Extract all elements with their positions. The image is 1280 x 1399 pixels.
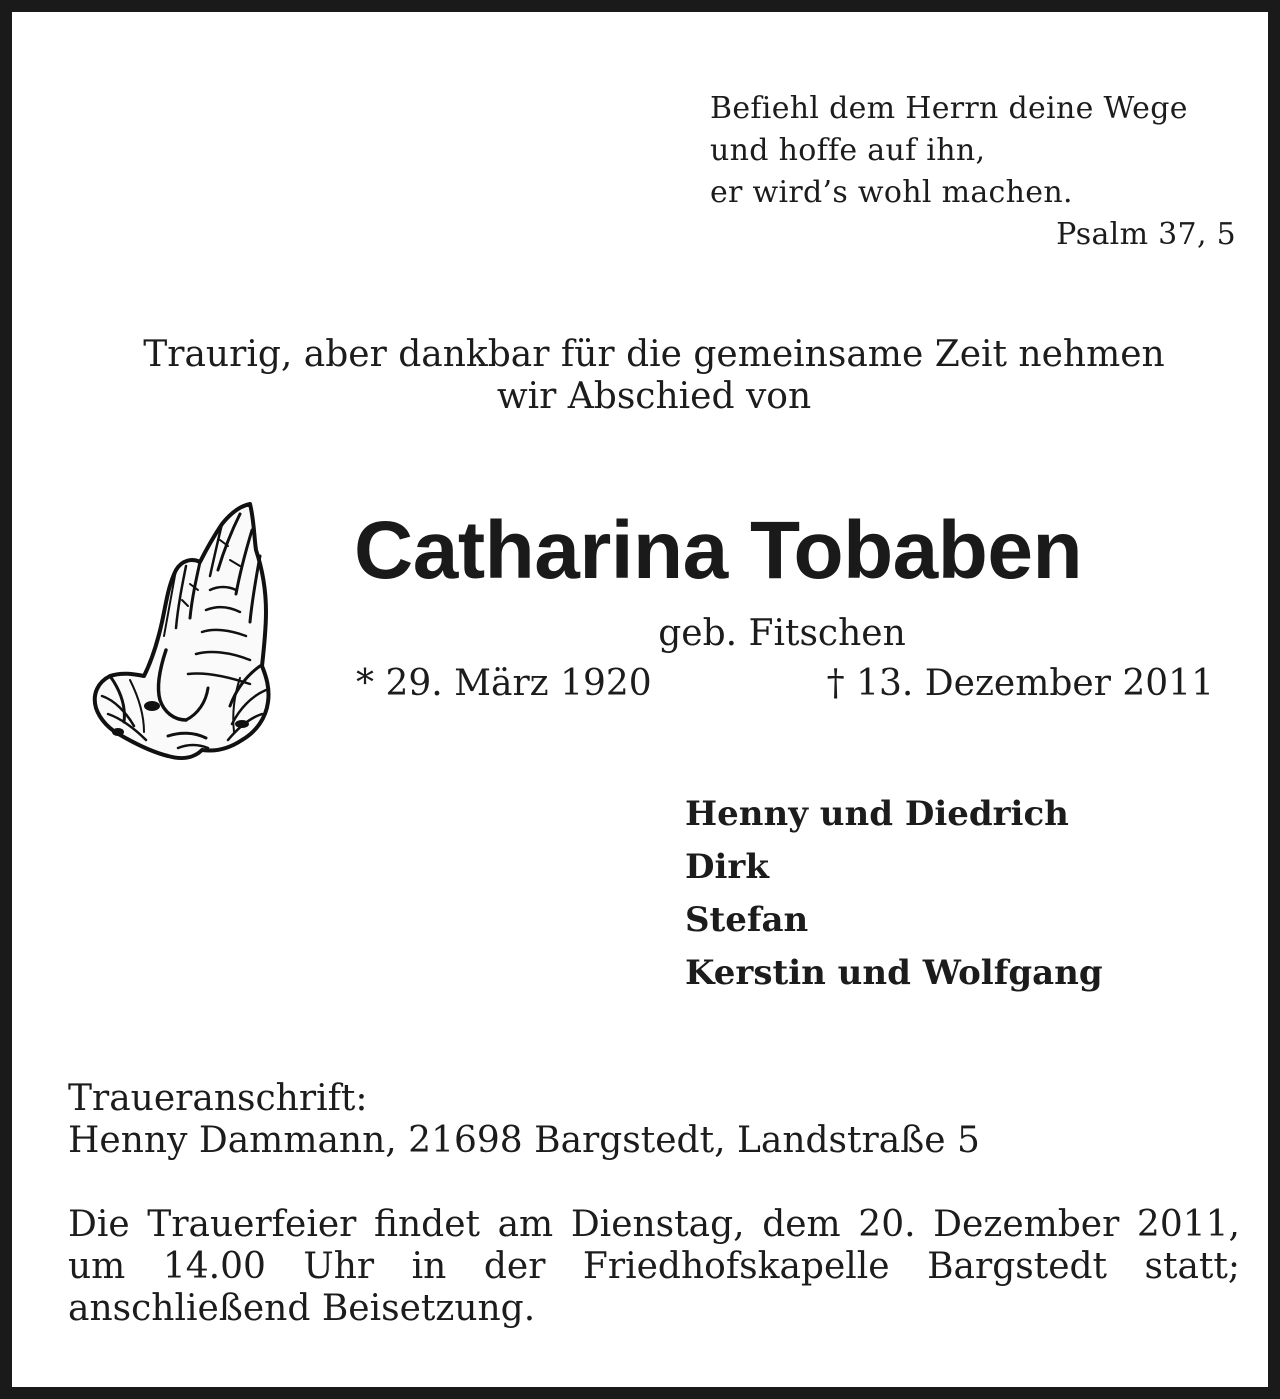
mourner-name: Stefan: [685, 900, 809, 940]
verse-line: und hoffe auf ihn,: [710, 133, 986, 168]
verse-reference: Psalm 37, 5: [1056, 217, 1236, 252]
service-line: Die Trauerfeier findet am Dienstag, dem 20. Dezember 2011,: [68, 1204, 1240, 1245]
address-label: Traueranschrift:: [68, 1078, 368, 1119]
verse-line: Befiehl dem Herrn deine Wege: [710, 91, 1188, 126]
birth-date: * 29. März 1920: [356, 663, 652, 704]
mourner-name: Henny und Diedrich: [685, 794, 1069, 834]
intro-line: Traurig, aber dankbar für die gemeinsame Zeit nehmen: [143, 334, 1165, 375]
death-date: † 13. Dezember 2011: [826, 663, 1214, 704]
mourner-name: Kerstin und Wolfgang: [685, 953, 1103, 993]
service-line: um 14.00 Uhr in der Friedhofskapelle Bargstedt statt;: [68, 1246, 1240, 1287]
mourner-name: Dirk: [685, 847, 769, 887]
bible-verse: [710, 88, 1240, 256]
birth-name: geb. Fitschen: [658, 613, 906, 654]
funeral-service-info: [68, 1204, 1240, 1330]
mourning-address: [68, 1078, 1238, 1162]
mourners-list: [685, 788, 1245, 1000]
intro-text: [72, 334, 1236, 418]
intro-line: wir Abschied von: [496, 376, 812, 417]
service-line: anschließend Beisetzung.: [68, 1288, 536, 1329]
address-text: Henny Dammann, 21698 Bargstedt, Landstraße 5: [68, 1120, 980, 1161]
praying-hands-icon: [90, 500, 276, 766]
verse-line: er wird’s wohl machen.: [710, 175, 1073, 210]
deceased-name: Catharina Tobaben: [354, 505, 1083, 596]
